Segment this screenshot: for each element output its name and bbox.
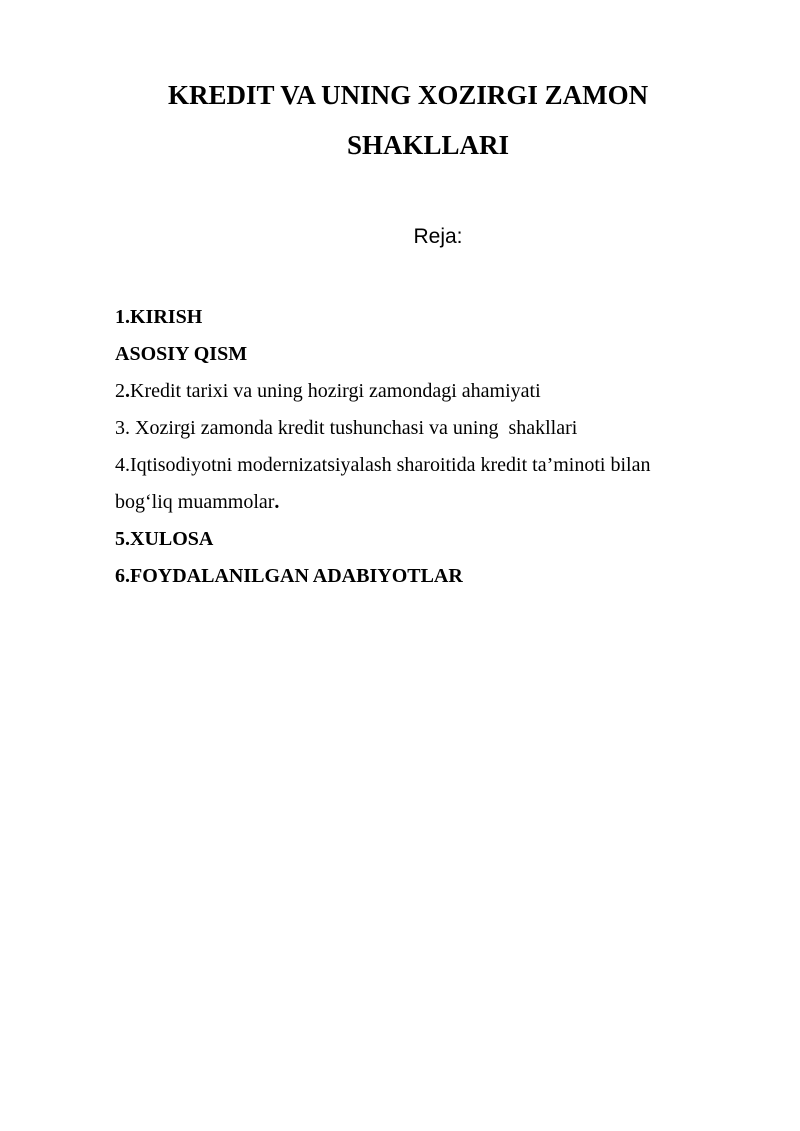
toc-item-4-line-2-text: bog‘liq muammolar — [115, 491, 275, 513]
toc-item-introduction: 1.KIRISH — [115, 306, 203, 328]
toc-item-4-end: . — [274, 491, 280, 513]
toc-item-2-dot: . — [125, 380, 130, 402]
toc-item-main-part: ASOSIY QISM — [115, 343, 248, 365]
plan-heading: Reja: — [413, 225, 463, 248]
toc-item-2-number: 2 — [115, 380, 125, 402]
toc-item-2 — [115, 381, 541, 401]
toc-item-references: 6.FOYDALANILGAN ADABIYOTLAR — [115, 565, 463, 587]
document-title-line-1: KREDIT VA UNING XOZIRGI ZAMON — [168, 80, 649, 110]
toc-item-conclusion: 5.XULOSA — [115, 528, 214, 550]
toc-item-3: 3. Xozirgi zamonda kredit tushunchasi va uning shakllari — [115, 417, 578, 439]
document-title-line-2: SHAKLLARI — [346, 130, 510, 160]
toc-item-2-text: Kredit tarixi va uning hozirgi zamondagi ahamiyati — [130, 380, 541, 402]
toc-item-4-line-1: 4.Iqtisodiyotni modernizatsiyalash sharoitida kredit ta’minoti bilan — [115, 454, 651, 476]
toc-item-4-line-2 — [115, 492, 279, 512]
